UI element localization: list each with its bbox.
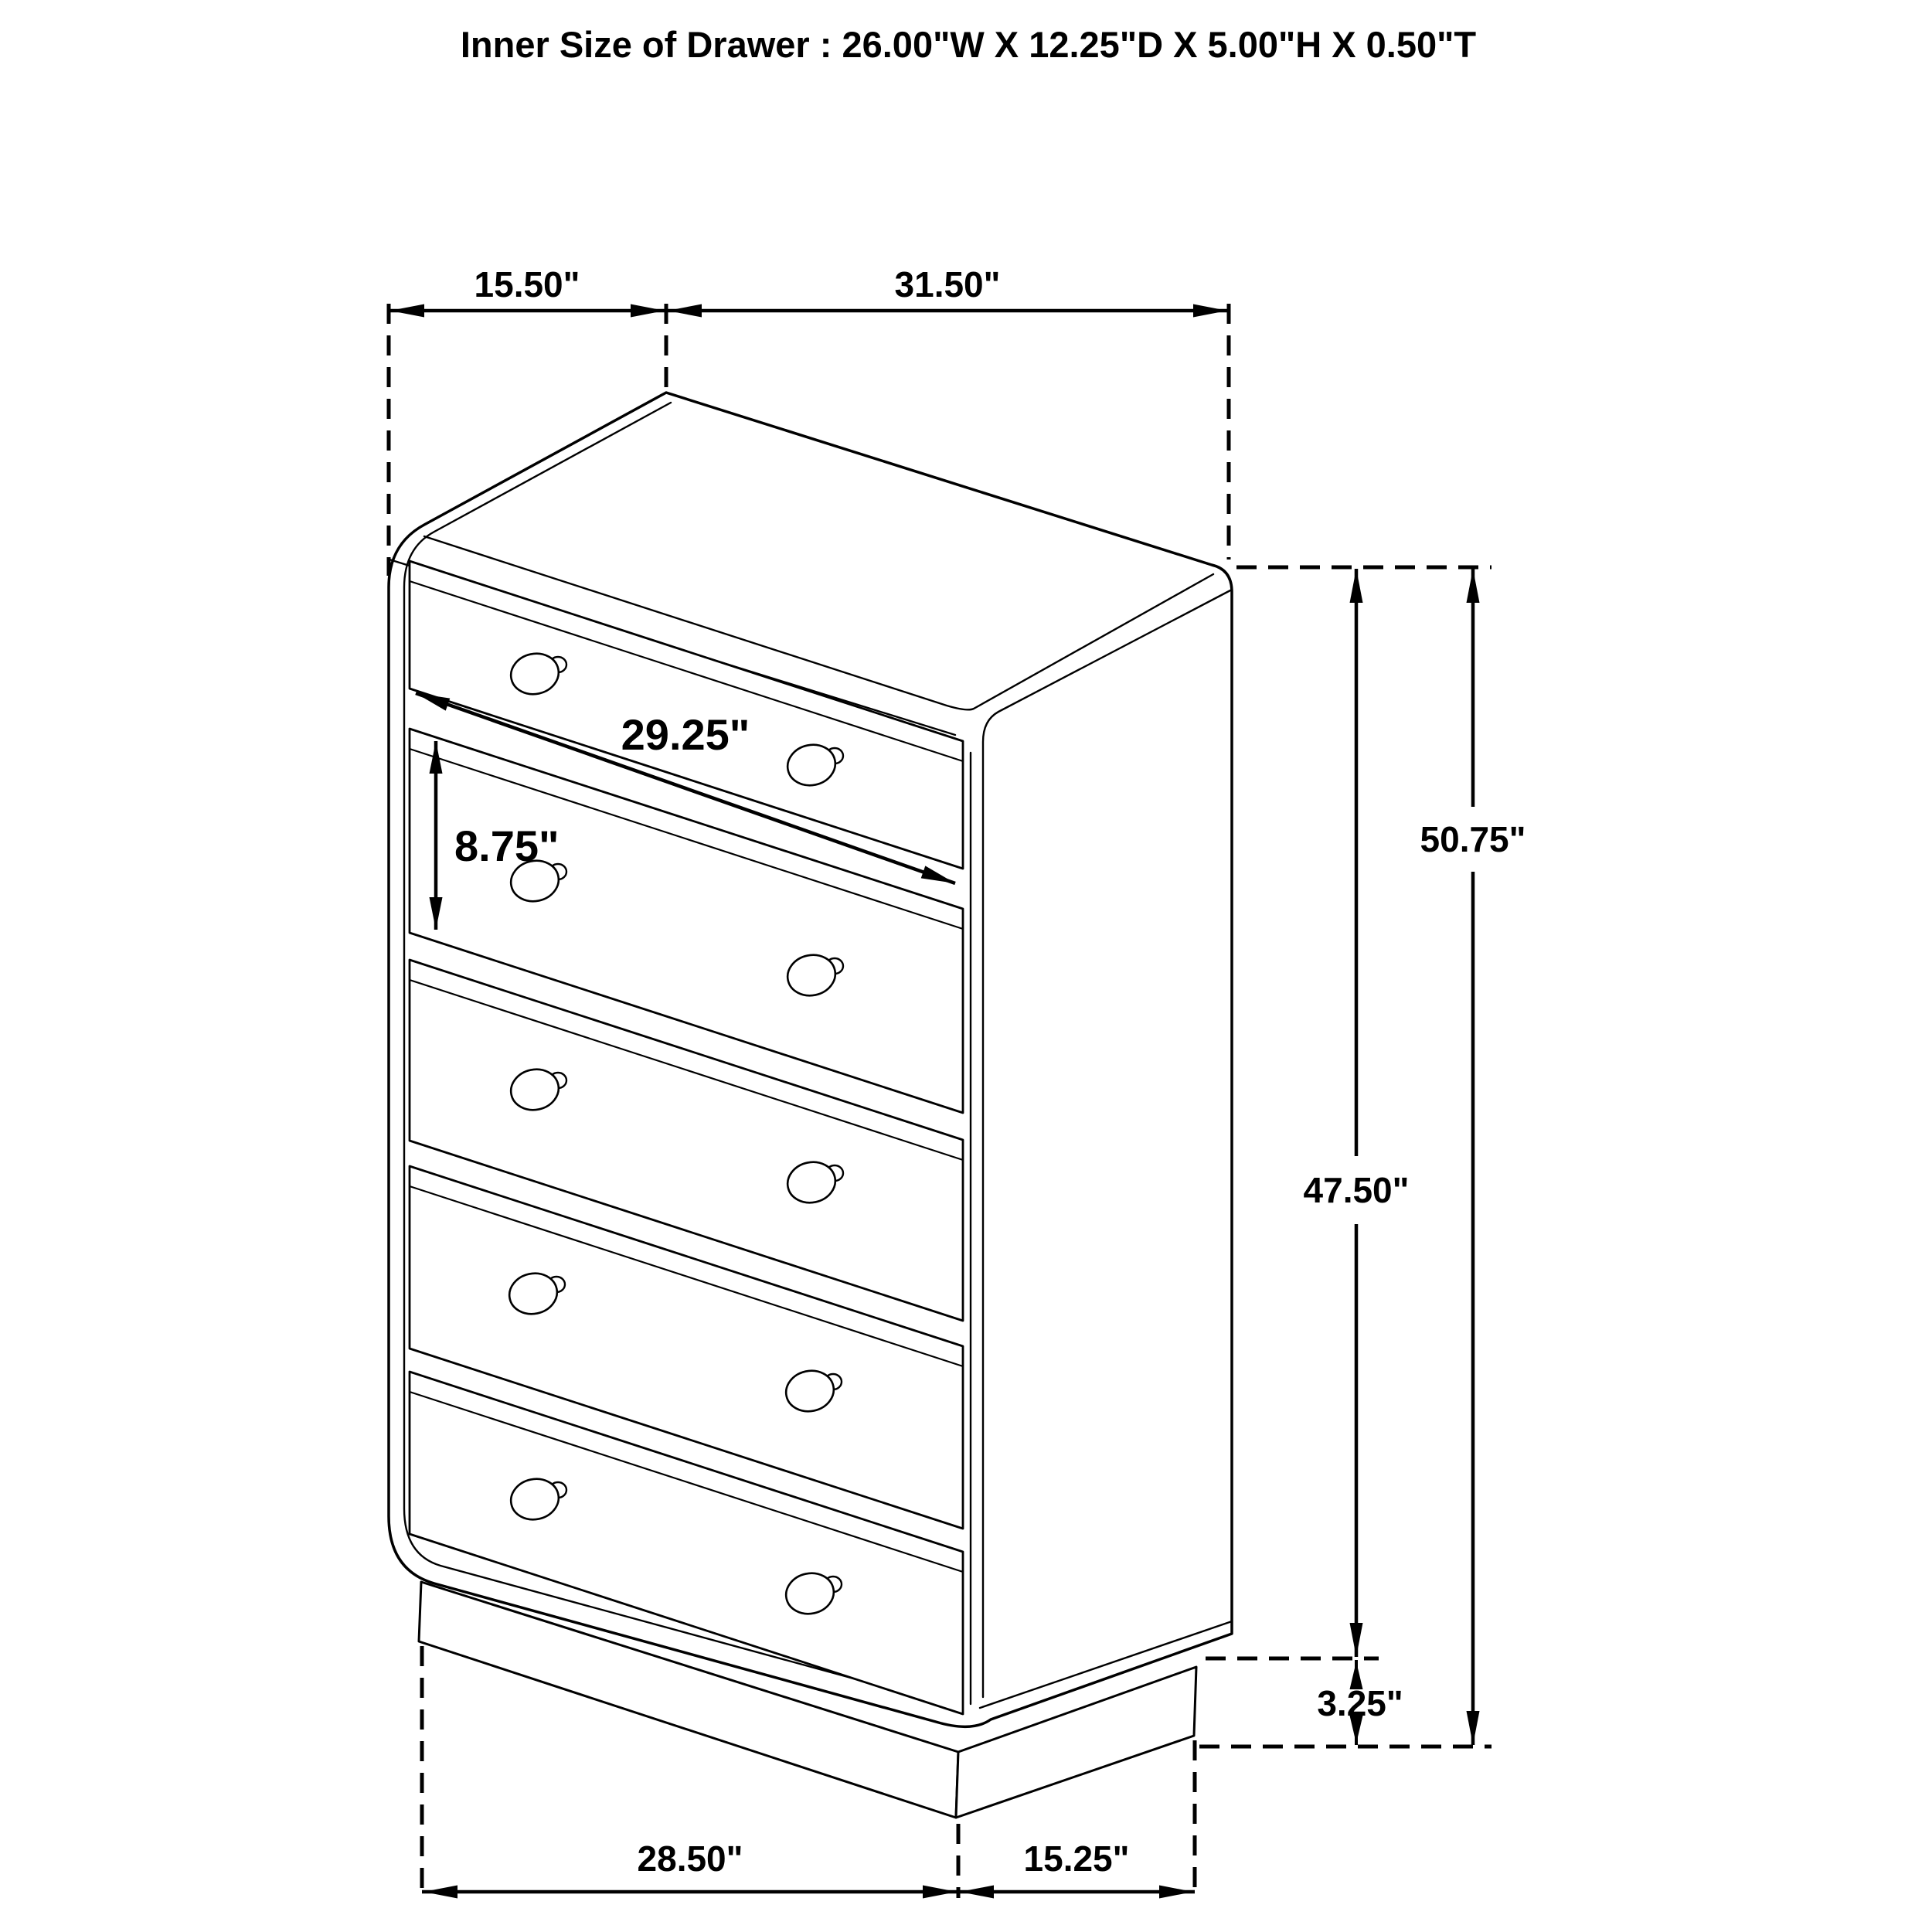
dim-label-drawer-front-width: 29.25" (621, 710, 750, 759)
dim-label-drawer-front-height: 8.75" (454, 821, 560, 870)
dim-label-top-width: 31.50" (894, 264, 1001, 304)
dim-label-body-height: 47.50" (1303, 1170, 1410, 1210)
dim-label-top-depth: 15.50" (474, 264, 580, 304)
cabinet-drawing (389, 393, 1232, 1818)
dim-label-base-height: 3.25" (1317, 1683, 1403, 1723)
dim-label-overall-height: 50.75" (1420, 819, 1526, 859)
dim-label-base-front-width: 28.50" (637, 1838, 743, 1879)
dim-label-base-side-depth: 15.25" (1023, 1838, 1130, 1879)
front-right-corner-edge (983, 590, 1230, 1697)
dimension-right (1199, 567, 1526, 1747)
dimension-top (389, 264, 1229, 576)
diagram-title: Inner Size of Drawer : 26.00"W X 12.25"D X 5.00"H X 0.50"T (460, 24, 1477, 65)
